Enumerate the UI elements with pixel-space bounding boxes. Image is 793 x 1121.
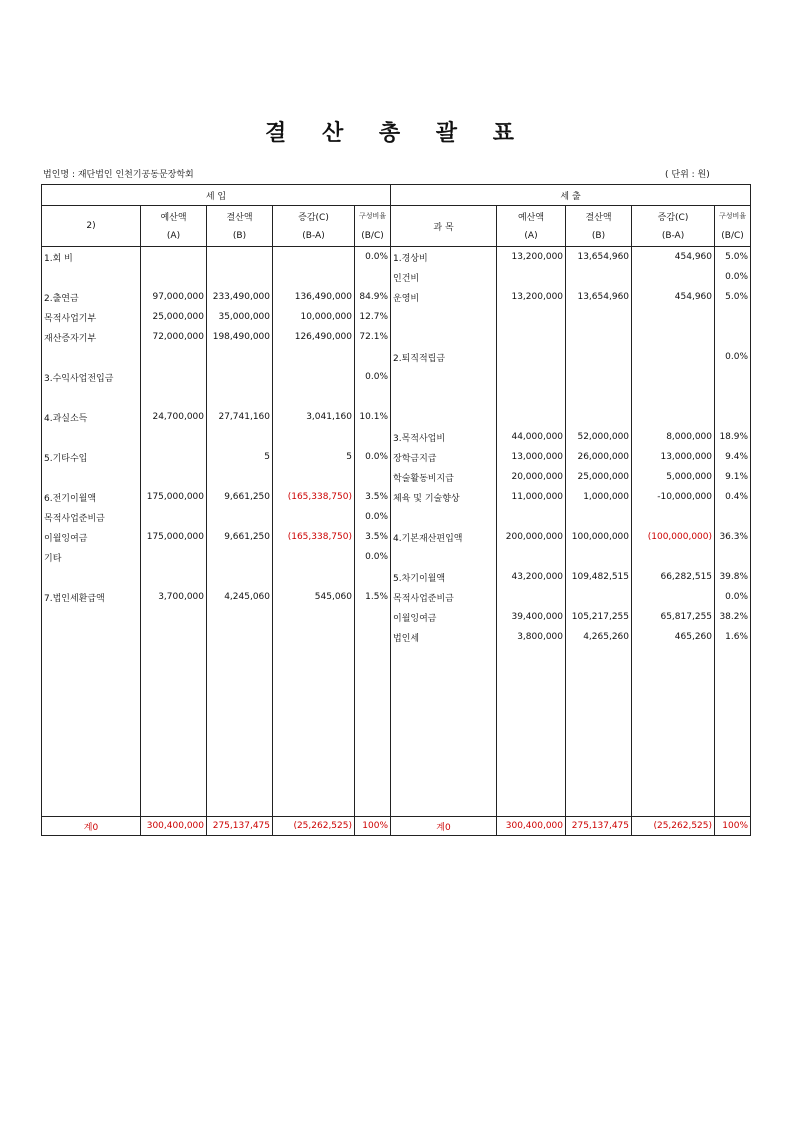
income-change-cell [273,467,355,487]
income-change-cell [273,607,355,627]
total-budget-income: 300,400,000 [141,817,207,836]
blank-cell [566,647,632,817]
income-budget-cell [141,247,207,268]
table-row [42,407,751,427]
income-settled-cell [207,507,273,527]
income-change-cell: 136,490,000 [273,287,355,307]
income-settled-cell: 198,490,000 [207,327,273,347]
table-row [42,507,751,527]
income-subject-cell: 7.법인세환급액 [42,587,141,607]
income-ratio-cell: 0.0% [355,547,391,567]
expense-settled-cell [566,587,632,607]
expense-settled-cell [566,347,632,367]
expense-ratio-cell: 38.2% [715,607,751,627]
expense-ratio-sub: (B/C) [715,226,751,247]
blank-cell [715,647,751,817]
income-budget-cell: 175,000,000 [141,527,207,547]
expense-ratio-cell: 5.0% [715,287,751,307]
income-subject-cell [42,347,141,367]
income-settled-cell [207,247,273,268]
table-row [42,367,751,387]
income-subject-cell [42,427,141,447]
expense-budget-cell [497,507,566,527]
expense-subject-cell: 이월잉여금 [391,607,497,627]
income-budget-cell: 25,000,000 [141,307,207,327]
income-ratio-cell [355,347,391,367]
income-budget-cell [141,507,207,527]
income-change-cell: 10,000,000 [273,307,355,327]
income-settled-cell [207,267,273,287]
income-subject-header: 2) [42,206,141,247]
income-change-cell [273,247,355,268]
total-ratio-income: 100% [355,817,391,836]
income-change-sub: (B-A) [273,226,355,247]
expense-budget-cell: 39,400,000 [497,607,566,627]
blank-cell [391,647,497,817]
blank-cell [273,647,355,817]
expense-budget-cell: 44,000,000 [497,427,566,447]
income-change-cell [273,387,355,407]
income-settled-cell [207,567,273,587]
income-subject-cell [42,467,141,487]
income-ratio-cell: 84.9% [355,287,391,307]
expense-change-sub: (B-A) [632,226,715,247]
income-ratio-cell [355,567,391,587]
expense-change-cell [632,367,715,387]
income-subject-cell: 목적사업기부 [42,307,141,327]
income-settled-cell: 4,245,060 [207,587,273,607]
expense-subject-cell: 운영비 [391,287,497,307]
expense-ratio-cell [715,307,751,327]
income-change-cell: 126,490,000 [273,327,355,347]
table-row [42,267,751,287]
income-settled-cell: 9,661,250 [207,527,273,547]
expense-subject-cell: 목적사업준비금 [391,587,497,607]
income-settled-cell [207,547,273,567]
table-row [42,247,751,268]
income-subject-cell: 재산증자기부 [42,327,141,347]
expense-settled-cell: 52,000,000 [566,427,632,447]
expense-subject-cell: 장학금지급 [391,447,497,467]
table-row [42,387,751,407]
income-change-cell: (165,338,750) [273,527,355,547]
blank-cell [355,647,391,817]
expense-settled-cell: 26,000,000 [566,447,632,467]
expense-change-cell: -10,000,000 [632,487,715,507]
expense-settled-cell [566,367,632,387]
expense-ratio-cell [715,547,751,567]
income-settled-cell: 27,741,160 [207,407,273,427]
income-settled-cell [207,347,273,367]
expense-subject-cell: 3.목적사업비 [391,427,497,447]
blank-row [42,647,751,817]
table-row [42,547,751,567]
expense-subject-cell: 2.퇴직적립금 [391,347,497,367]
blank-cell [141,647,207,817]
income-subject-cell: 3.수익사업전입금 [42,367,141,387]
total-ratio-expense: 100% [715,817,751,836]
table-row [42,567,751,587]
expense-budget-cell: 20,000,000 [497,467,566,487]
income-ratio-cell: 0.0% [355,507,391,527]
expense-change-cell [632,307,715,327]
expense-subject-cell: 1.경상비 [391,247,497,268]
expense-settled-cell: 13,654,960 [566,247,632,268]
expense-ratio-cell: 5.0% [715,247,751,268]
income-ratio-cell: 0.0% [355,367,391,387]
expense-ratio-header: 구성비율 [715,206,751,227]
blank-cell [207,647,273,817]
table-row [42,487,751,507]
table-row [42,347,751,367]
expense-change-cell [632,267,715,287]
expense-settled-cell [566,387,632,407]
income-ratio-cell: 72.1% [355,327,391,347]
expense-ratio-cell: 9.4% [715,447,751,467]
income-settled-cell [207,387,273,407]
income-change-cell: 545,060 [273,587,355,607]
expense-settled-cell: 4,265,260 [566,627,632,647]
income-subject-cell: 5.기타수입 [42,447,141,467]
blank-cell [42,647,141,817]
expense-subject-cell: 인건비 [391,267,497,287]
income-ratio-sub: (B/C) [355,226,391,247]
expense-ratio-cell: 0.4% [715,487,751,507]
expense-change-cell: (100,000,000) [632,527,715,547]
expense-subject-header: 과 목 [391,206,497,247]
total-change-income: (25,262,525) [273,817,355,836]
expense-ratio-cell: 36.3% [715,527,751,547]
income-ratio-cell [355,467,391,487]
expense-ratio-cell: 39.8% [715,567,751,587]
income-settled-cell [207,367,273,387]
income-ratio-cell: 3.5% [355,487,391,507]
income-change-cell: 3,041,160 [273,407,355,427]
expense-change-cell [632,587,715,607]
income-subject-cell: 기타 [42,547,141,567]
expense-subject-cell [391,307,497,327]
expense-change-header: 증감(C) [632,206,715,227]
income-subject-cell: 이월잉여금 [42,527,141,547]
expense-change-cell: 454,960 [632,287,715,307]
expense-settled-cell: 100,000,000 [566,527,632,547]
expense-ratio-cell [715,407,751,427]
income-change-cell [273,567,355,587]
total-settled-income: 275,137,475 [207,817,273,836]
expense-budget-cell [497,327,566,347]
expense-settled-cell [566,547,632,567]
expense-change-cell [632,407,715,427]
table-row [42,527,751,547]
expense-budget-cell [497,267,566,287]
income-subject-cell [42,627,141,647]
income-budget-sub: (A) [141,226,207,247]
expense-ratio-cell: 9.1% [715,467,751,487]
unit-label: ( 단위 : 원) [665,170,710,180]
expense-section-header: 세 출 [391,185,751,206]
expense-settled-cell: 13,654,960 [566,287,632,307]
income-change-cell [273,547,355,567]
income-budget-cell: 72,000,000 [141,327,207,347]
income-budget-cell: 175,000,000 [141,487,207,507]
income-change-header: 증감(C) [273,206,355,227]
income-subject-cell: 6.전기이월액 [42,487,141,507]
expense-ratio-cell: 0.0% [715,347,751,367]
expense-ratio-cell: 18.9% [715,427,751,447]
income-ratio-header: 구성비율 [355,206,391,227]
table-row [42,427,751,447]
income-ratio-cell [355,267,391,287]
expense-subject-cell: 체육 및 기술향상 [391,487,497,507]
expense-budget-cell [497,347,566,367]
income-subject-cell [42,267,141,287]
expense-ratio-cell: 0.0% [715,587,751,607]
income-settled-cell [207,467,273,487]
income-budget-cell [141,607,207,627]
income-subject-cell [42,607,141,627]
income-settled-cell: 35,000,000 [207,307,273,327]
income-settled-cell [207,427,273,447]
expense-ratio-cell [715,367,751,387]
expense-budget-cell [497,407,566,427]
expense-settled-cell [566,307,632,327]
expense-settled-cell [566,407,632,427]
income-subject-cell: 4.과실소득 [42,407,141,427]
income-budget-cell [141,467,207,487]
expense-budget-header: 예산액 [497,206,566,227]
expense-change-cell [632,347,715,367]
settlement-table [41,184,751,836]
expense-subject-cell: 5.차기이월액 [391,567,497,587]
income-section-header: 세 입 [42,185,391,206]
income-settled-cell [207,627,273,647]
income-budget-cell [141,427,207,447]
expense-change-cell [632,507,715,527]
income-ratio-cell [355,427,391,447]
expense-budget-cell [497,587,566,607]
expense-settled-cell: 1,000,000 [566,487,632,507]
income-subject-cell: 2.출연금 [42,287,141,307]
total-label-expense: 계0 [391,817,497,836]
income-budget-cell [141,627,207,647]
income-subject-cell [42,387,141,407]
expense-budget-cell [497,307,566,327]
income-ratio-cell: 3.5% [355,527,391,547]
table-row [42,287,751,307]
income-ratio-cell [355,607,391,627]
income-subject-cell: 목적사업준비금 [42,507,141,527]
expense-settled-cell [566,327,632,347]
expense-change-cell: 454,960 [632,247,715,268]
expense-settled-cell [566,267,632,287]
organization-line: 법인명 : 재단법인 인천기공동문장학회 [43,170,194,180]
expense-settled-cell: 109,482,515 [566,567,632,587]
expense-ratio-cell: 0.0% [715,267,751,287]
income-subject-cell [42,567,141,587]
income-settled-cell [207,607,273,627]
table-row [42,467,751,487]
expense-subject-cell [391,407,497,427]
income-change-cell [273,267,355,287]
expense-subject-cell [391,507,497,527]
income-ratio-cell: 0.0% [355,447,391,467]
income-budget-cell [141,267,207,287]
income-change-cell [273,627,355,647]
income-change-cell: 5 [273,447,355,467]
income-settled-header: 결산액 [207,206,273,227]
expense-change-cell: 13,000,000 [632,447,715,467]
expense-ratio-cell [715,327,751,347]
income-ratio-cell [355,387,391,407]
income-budget-cell [141,387,207,407]
expense-budget-cell: 13,200,000 [497,287,566,307]
income-subject-cell: 1.회 비 [42,247,141,268]
expense-ratio-cell [715,507,751,527]
income-budget-header: 예산액 [141,206,207,227]
expense-budget-cell [497,387,566,407]
expense-budget-cell: 11,000,000 [497,487,566,507]
expense-subject-cell [391,367,497,387]
table-row [42,627,751,647]
income-budget-cell: 3,700,000 [141,587,207,607]
total-settled-expense: 275,137,475 [566,817,632,836]
table-row [42,307,751,327]
income-ratio-cell: 0.0% [355,247,391,268]
income-ratio-cell: 12.7% [355,307,391,327]
expense-budget-cell: 43,200,000 [497,567,566,587]
expense-budget-cell [497,367,566,387]
expense-settled-cell [566,507,632,527]
expense-subject-cell: 법인세 [391,627,497,647]
income-settled-cell: 233,490,000 [207,287,273,307]
expense-budget-cell [497,547,566,567]
income-settled-sub: (B) [207,226,273,247]
expense-ratio-cell [715,387,751,407]
expense-change-cell: 465,260 [632,627,715,647]
blank-cell [497,647,566,817]
expense-change-cell: 8,000,000 [632,427,715,447]
income-budget-cell [141,347,207,367]
income-budget-cell [141,547,207,567]
expense-budget-cell: 200,000,000 [497,527,566,547]
income-budget-cell: 97,000,000 [141,287,207,307]
income-budget-cell [141,447,207,467]
page-title: 결 산 총 괄 표 [265,121,528,146]
expense-budget-sub: (A) [497,226,566,247]
income-budget-cell: 24,700,000 [141,407,207,427]
expense-settled-cell: 105,217,255 [566,607,632,627]
income-settled-cell: 9,661,250 [207,487,273,507]
expense-subject-cell [391,327,497,347]
total-change-expense: (25,262,525) [632,817,715,836]
income-change-cell [273,347,355,367]
income-change-cell [273,427,355,447]
expense-ratio-cell: 1.6% [715,627,751,647]
table-row [42,607,751,627]
income-change-cell [273,367,355,387]
expense-change-cell [632,327,715,347]
expense-subject-cell [391,547,497,567]
table-row [42,587,751,607]
expense-budget-cell: 13,200,000 [497,247,566,268]
total-row [42,817,751,836]
income-change-cell: (165,338,750) [273,487,355,507]
table-row [42,327,751,347]
expense-change-cell [632,547,715,567]
total-label-income: 계0 [42,817,141,836]
expense-subject-cell [391,387,497,407]
expense-subject-cell: 4.기본재산편입액 [391,527,497,547]
table-row [42,447,751,467]
expense-budget-cell: 3,800,000 [497,627,566,647]
expense-change-cell: 65,817,255 [632,607,715,627]
expense-change-cell: 5,000,000 [632,467,715,487]
expense-settled-header: 결산액 [566,206,632,227]
income-ratio-cell: 10.1% [355,407,391,427]
expense-change-cell [632,387,715,407]
income-settled-cell: 5 [207,447,273,467]
income-budget-cell [141,567,207,587]
total-budget-expense: 300,400,000 [497,817,566,836]
income-budget-cell [141,367,207,387]
income-ratio-cell [355,627,391,647]
expense-subject-cell: 학술활동비지급 [391,467,497,487]
expense-change-cell: 66,282,515 [632,567,715,587]
expense-settled-cell: 25,000,000 [566,467,632,487]
blank-cell [632,647,715,817]
expense-settled-sub: (B) [566,226,632,247]
income-change-cell [273,507,355,527]
expense-budget-cell: 13,000,000 [497,447,566,467]
income-ratio-cell: 1.5% [355,587,391,607]
